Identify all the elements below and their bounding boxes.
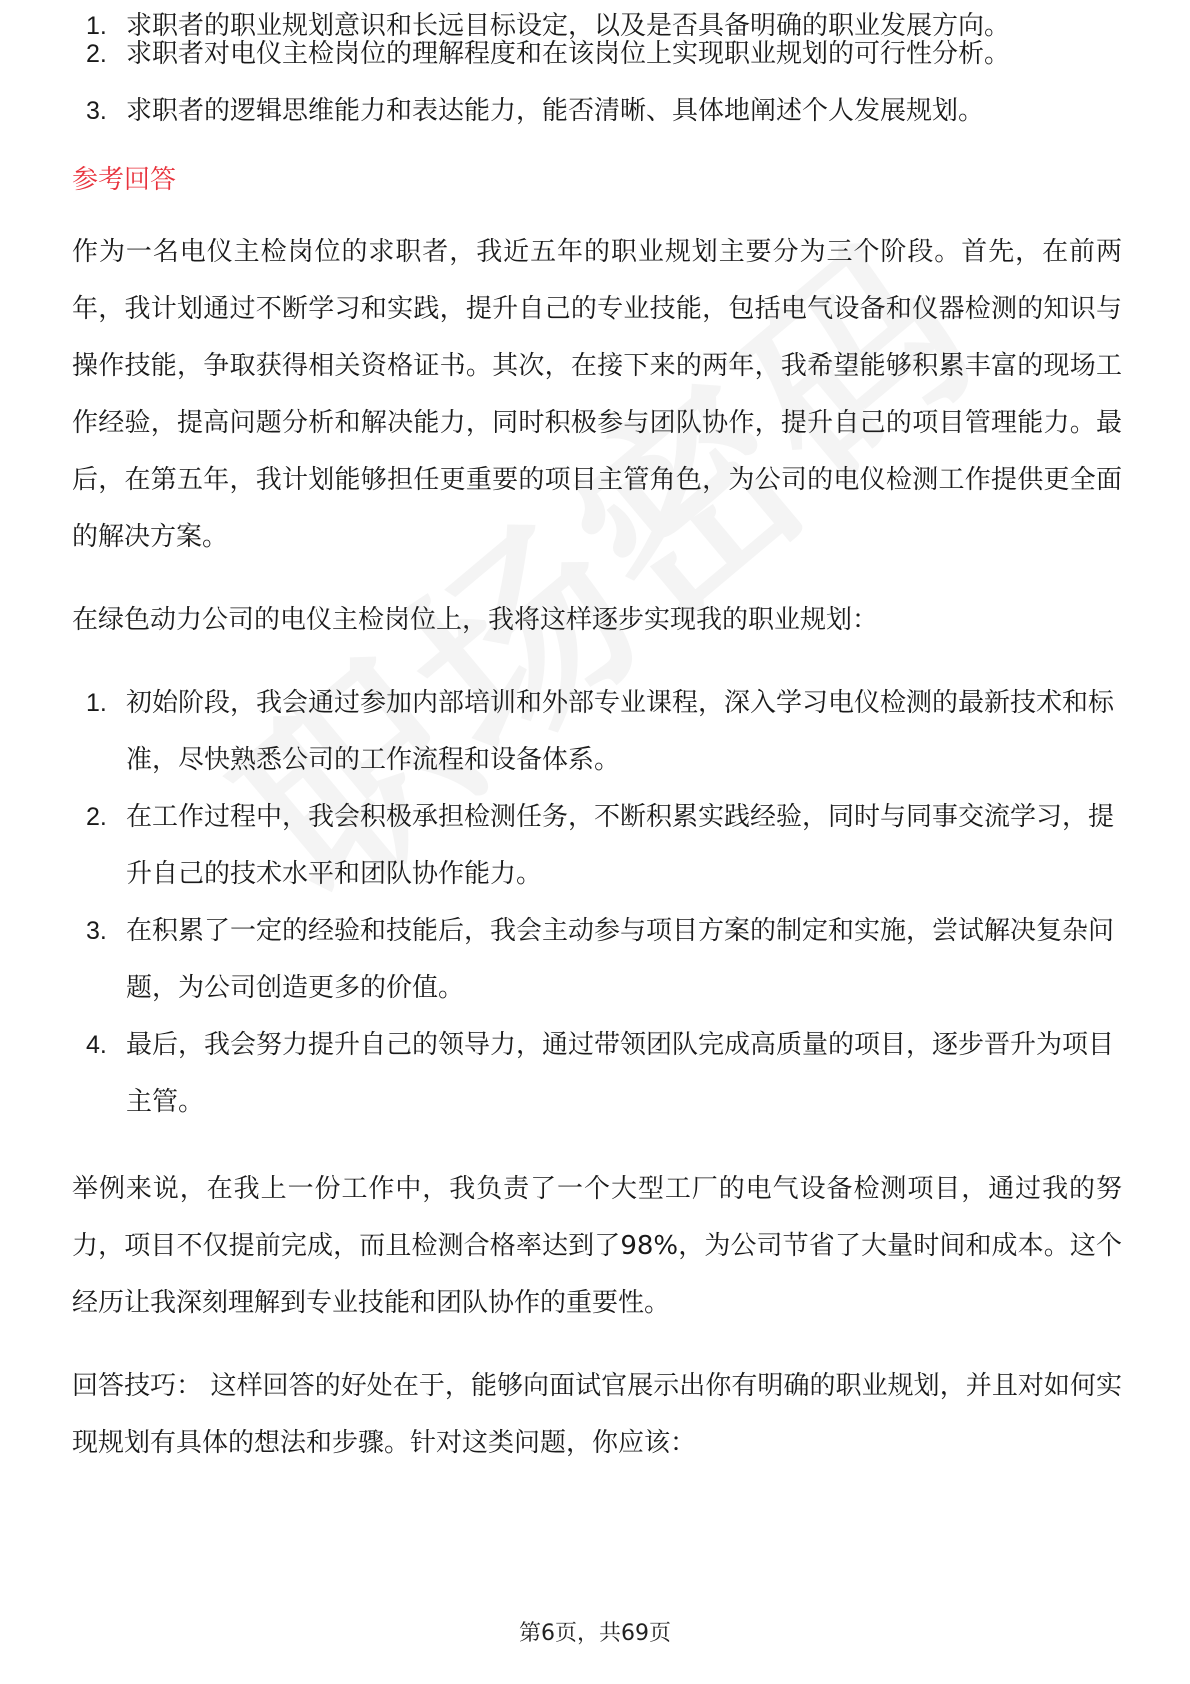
tips-paragraph: 回答技巧： 这样回答的好处在于，能够向面试官展示出你有明确的职业规划，并且对如何实现规划有具体的想法和步骤。针对这类问题，你应该： — [72, 1371, 1122, 1458]
step-item-text: 在积累了一定的经验和技能后，我会主动参与项目方案的制定和实施，尝试解决复杂问题，为公司创造更多的价值。 — [126, 916, 1115, 1003]
criteria-item — [72, 83, 1122, 140]
step-item — [72, 789, 1122, 903]
criteria-list — [72, 0, 1122, 140]
step-item — [72, 1017, 1122, 1131]
answer-paragraph: 作为一名电仪主检岗位的求职者，我近五年的职业规划主要分为三个阶段。首先，在前两年，我计划通过不断学习和实践，提升自己的专业技能，包括电气设备和仪器检测的知识与操作技能，争取获得相关资格证书。其次，在接下来的两年，我希望能够积累丰富的现场工作经验，提高问题分析和解决能力，同时积极参与团队协作，提升自己的项目管理能力。最后，在第五年，我计划能够担任更重要的项目主管角色，为公司的电仪检测工作提供更全面的解决方案。 — [72, 237, 1122, 552]
criteria-item-text: 求职者的职业规划意识和长远目标设定，以及是否具备明确的职业发展方向。 — [126, 11, 1011, 41]
step-item-number: 1. — [86, 689, 107, 717]
criteria-item-text: 求职者对电仪主检岗位的理解程度和在该岗位上实现职业规划的可行性分析。 — [126, 39, 1011, 69]
criteria-item-number: 1. — [86, 12, 107, 40]
step-item — [72, 675, 1122, 789]
criteria-item — [72, 26, 1122, 83]
criteria-item — [72, 0, 1122, 41]
step-item-number: 3. — [86, 917, 107, 945]
example-paragraph: 举例来说，在我上一份工作中，我负责了一个大型工厂的电气设备检测项目，通过我的努力，项目不仅提前完成，而且检测合格率达到了98%，为公司节省了大量时间和成本。这个经历让我深刻理解到专业技能和团队协作的重要性。 — [72, 1174, 1122, 1318]
step-item-number: 2. — [86, 803, 107, 831]
answer-intro-paragraph: 在绿色动力公司的电仪主检岗位上，我将这样逐步实现我的职业规划： — [72, 605, 879, 635]
steps-list — [72, 675, 1122, 1131]
step-item-number: 4. — [86, 1031, 107, 1059]
criteria-item-text: 求职者的逻辑思维能力和表达能力，能否清晰、具体地阐述个人发展规划。 — [126, 96, 985, 126]
criteria-item-number: 2. — [86, 40, 107, 68]
step-item-text: 最后，我会努力提升自己的领导力，通过带领团队完成高质量的项目，逐步晋升为项目主管。 — [126, 1030, 1115, 1117]
criteria-item-number: 3. — [86, 97, 107, 125]
step-item-text: 初始阶段，我会通过参加内部培训和外部专业课程，深入学习电仪检测的最新技术和标准，尽快熟悉公司的工作流程和设备体系。 — [126, 688, 1115, 775]
page-footer: 第6页，共69页 — [519, 1621, 671, 1646]
section-title: 参考回答 — [72, 165, 177, 195]
page-content — [72, 11, 1122, 1498]
step-item-text: 在工作过程中，我会积极承担检测任务，不断积累实践经验，同时与同事交流学习，提升自己的技术水平和团队协作能力。 — [126, 802, 1115, 889]
step-item — [72, 903, 1122, 1017]
